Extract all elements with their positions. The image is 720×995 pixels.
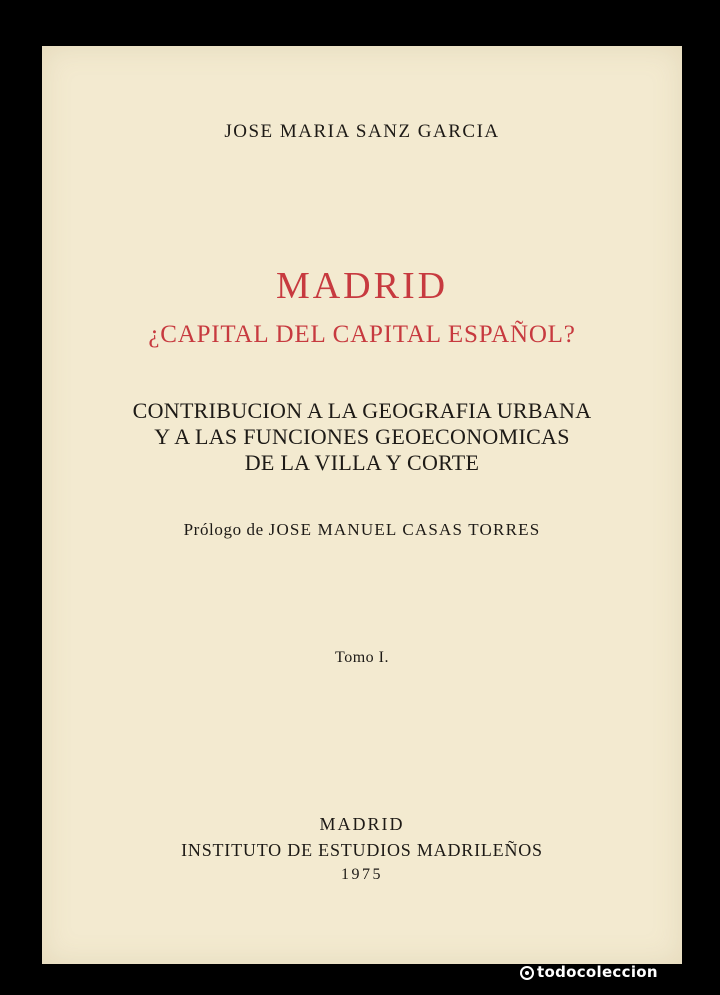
title-page (42, 46, 682, 964)
watermark-text: todocoleccion (537, 963, 658, 981)
description-line-3: DE LA VILLA Y CORTE (244, 450, 480, 475)
prologue-author: JOSE MANUEL CASAS TORRES (268, 520, 541, 539)
volume-label: Tomo I. (335, 649, 389, 666)
description-line-1: CONTRIBUCION A LA GEOGRAFIA URBANA (132, 398, 592, 423)
book-title: MADRID (275, 265, 449, 307)
prologue-credit (42, 520, 682, 540)
publication-city: MADRID (319, 814, 405, 834)
description-line-2: Y A LAS FUNCIONES GEOECONOMICAS (154, 424, 570, 449)
book-subtitle: ¿CAPITAL DEL CAPITAL ESPAÑOL? (148, 321, 576, 348)
todocoleccion-logo-icon (520, 966, 534, 980)
publication-year: 1975 (341, 866, 383, 883)
publisher-name: INSTITUTO DE ESTUDIOS MADRILEÑOS (181, 840, 543, 860)
watermark (520, 963, 658, 981)
author-name: JOSE MARIA SANZ GARCIA (224, 121, 500, 142)
prologue-prefix: Prólogo de (183, 520, 264, 539)
